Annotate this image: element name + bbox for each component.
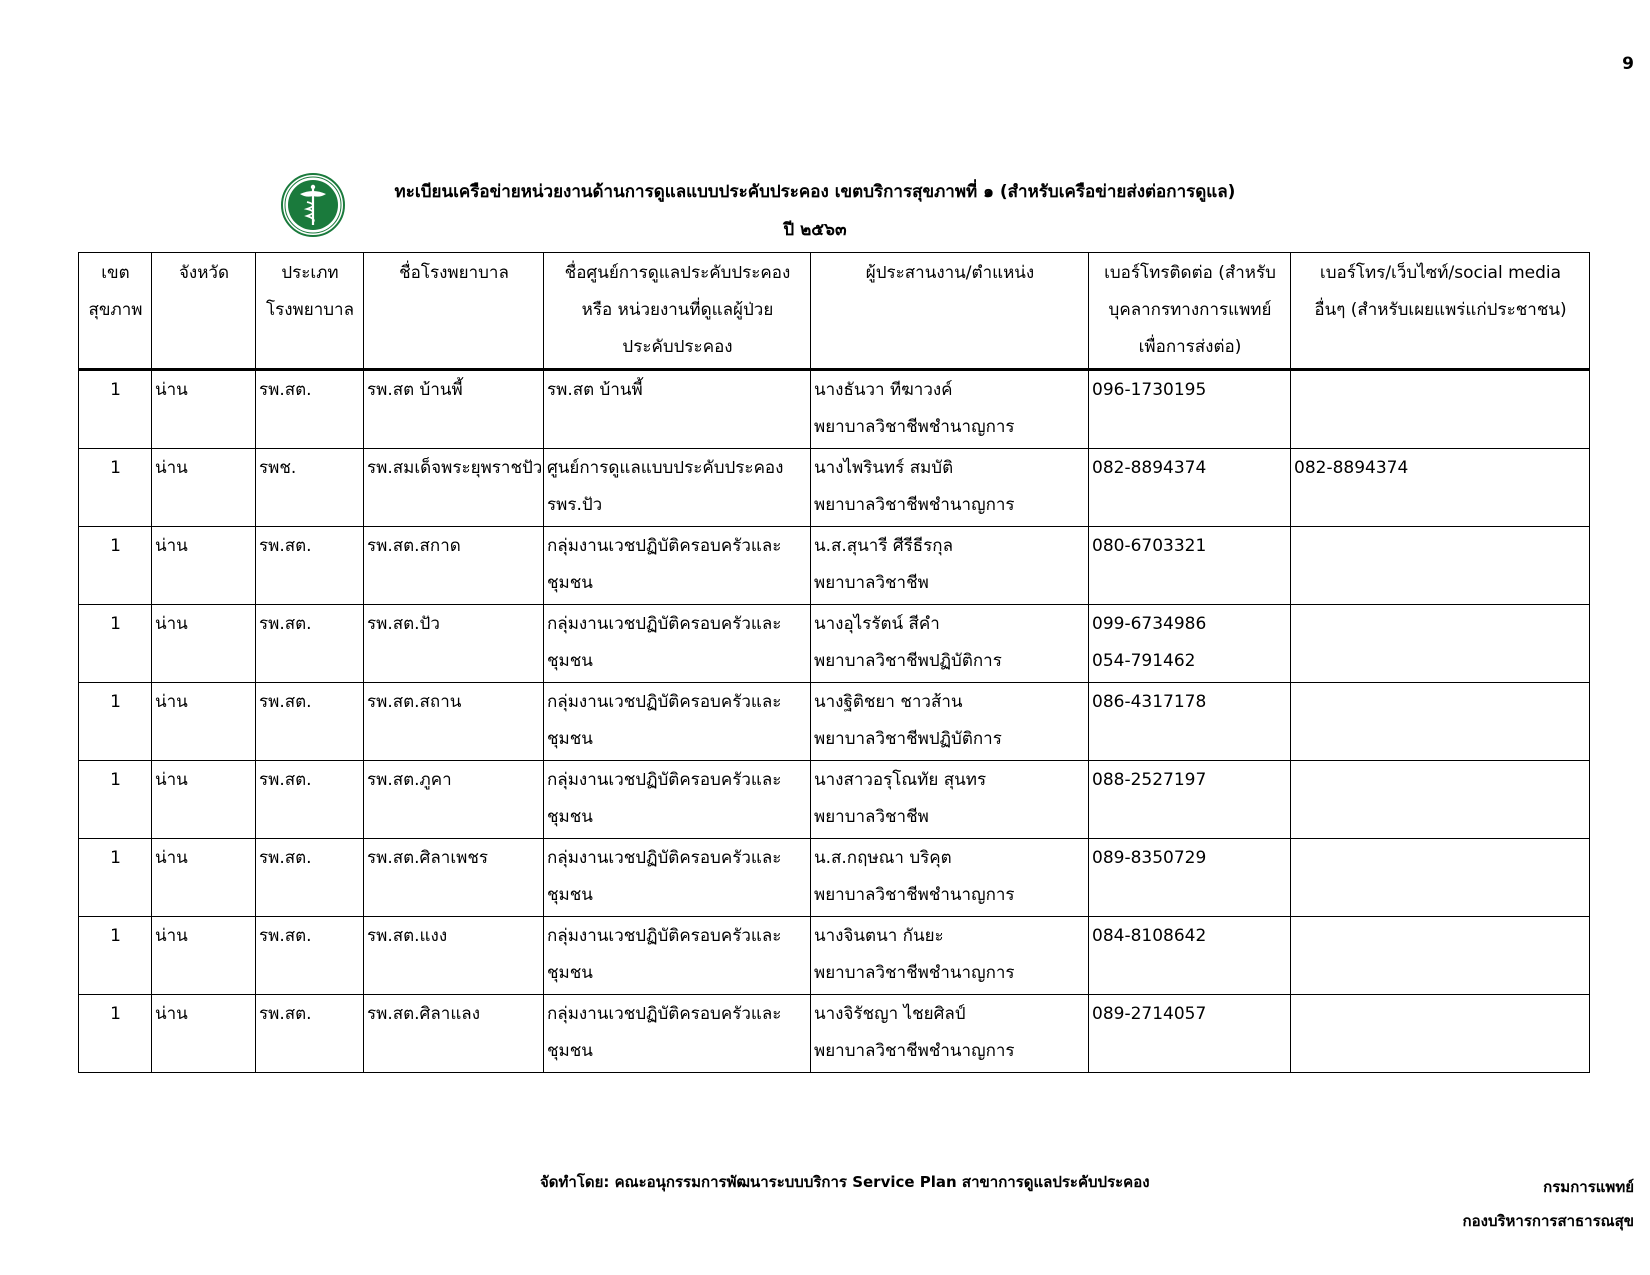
table-row (79, 761, 1590, 839)
header-text: ประเภท (281, 263, 339, 283)
cell-public: 082-8894374 (1291, 449, 1590, 527)
cell-coordinator (811, 839, 1089, 917)
cell-coordinator (811, 683, 1089, 761)
cell-coordinator (811, 995, 1089, 1073)
cell-hospital: รพ.สต บ้านพี้ (364, 370, 544, 449)
cell-text: พยาบาลวิชาชีพชำนาญการ (814, 417, 1015, 437)
table-row (79, 683, 1590, 761)
table-row (79, 370, 1590, 449)
cell-type: รพ.สต. (256, 995, 364, 1073)
cell-zone: 1 (79, 761, 152, 839)
cell-type: รพ.สต. (256, 839, 364, 917)
cell-text: ชุมชน (547, 807, 593, 827)
cell-unit (544, 605, 811, 683)
cell-text: นางอุไรรัตน์ สีคำ (814, 614, 940, 634)
cell-text: นางจิรัชญา ไชยศิลป์ (814, 1004, 966, 1024)
cell-zone: 1 (79, 683, 152, 761)
footer-credit: จัดทำโดย: คณะอนุกรรมการพัฒนาระบบบริการ Service Plan สาขาการดูแลประคับประคอง (540, 1173, 1150, 1191)
cell-text: นางฐิติชยา ชาวส้าน (814, 692, 963, 712)
header-text: เบอร์โทรติดต่อ (สำหรับ (1104, 263, 1276, 283)
header-text: ชื่อศูนย์การดูแลประคับประคอง (564, 263, 791, 283)
header-text: ผู้ประสานงาน/ตำแหน่ง (865, 263, 1035, 283)
cell-text: พยาบาลวิชาชีพ (814, 807, 929, 827)
cell-coordinator (811, 370, 1089, 449)
cell-text: พยาบาลวิชาชีพปฏิบัติการ (814, 729, 1002, 749)
cell-zone: 1 (79, 995, 152, 1073)
header-hospital-type (256, 253, 364, 370)
cell-unit (544, 370, 811, 449)
cell-text: กลุ่มงานเวชปฏิบัติครอบครัวและ (547, 848, 782, 868)
header-text: จังหวัด (178, 263, 230, 283)
ministry-seal-icon (280, 172, 346, 238)
cell-text: พยาบาลวิชาชีพชำนาญการ (814, 963, 1015, 983)
cell-text: 099-6734986 (1092, 614, 1207, 634)
cell-text: นางจินตนา กันยะ (814, 926, 944, 946)
header-text: หรือ หน่วยงานที่ดูแลผู้ป่วย (581, 300, 774, 320)
cell-province: น่าน (152, 683, 256, 761)
footer-dept-line2: กองบริหารการสาธารณสุข (1462, 1212, 1634, 1230)
table-row (79, 605, 1590, 683)
table-header-row (79, 253, 1590, 370)
header-province (152, 253, 256, 370)
cell-zone: 1 (79, 605, 152, 683)
header-text: อื่นๆ (สำหรับเผยแพร่แก่ประชาชน) (1314, 300, 1567, 320)
cell-zone: 1 (79, 527, 152, 605)
cell-text: 082-8894374 (1092, 458, 1207, 478)
cell-text: ศูนย์การดูแลแบบประคับประคอง (547, 458, 784, 478)
cell-public (1291, 917, 1590, 995)
cell-public (1291, 527, 1590, 605)
document-title: ทะเบียนเครือข่ายหน่วยงานด้านการดูแลแบบประคับประคอง เขตบริการสุขภาพที่ ๑ (สำหรับเครือข่ายส่งต่อการดูแล) (394, 182, 1236, 202)
header-text: เพื่อการส่งต่อ) (1138, 337, 1242, 357)
cell-public (1291, 683, 1590, 761)
cell-text: 096-1730195 (1092, 380, 1207, 400)
cell-coordinator (811, 917, 1089, 995)
cell-text: พยาบาลวิชาชีพ (814, 573, 929, 593)
cell-phone (1089, 995, 1291, 1073)
header-text: โรงพยาบาล (265, 300, 355, 320)
cell-province: น่าน (152, 995, 256, 1073)
cell-text: นางธันวา ทีฆาวงค์ (814, 380, 953, 400)
cell-phone (1089, 605, 1291, 683)
cell-province: น่าน (152, 917, 256, 995)
cell-province: น่าน (152, 761, 256, 839)
cell-province: น่าน (152, 527, 256, 605)
cell-coordinator (811, 527, 1089, 605)
cell-text: 089-8350729 (1092, 848, 1207, 868)
cell-unit (544, 761, 811, 839)
header-care-unit (544, 253, 811, 370)
header-text: ประคับประคอง (622, 337, 733, 357)
cell-zone: 1 (79, 370, 152, 449)
header-coordinator (811, 253, 1089, 370)
cell-text: ชุมชน (547, 573, 593, 593)
cell-unit (544, 839, 811, 917)
cell-unit (544, 917, 811, 995)
network-registry-table (78, 252, 1590, 1073)
cell-public (1291, 995, 1590, 1073)
cell-text: ชุมชน (547, 1041, 593, 1061)
cell-text: 080-6703321 (1092, 536, 1207, 556)
cell-text: 086-4317178 (1092, 692, 1207, 712)
document-year: ปี ๒๕๖๓ (783, 220, 847, 240)
table-row (79, 527, 1590, 605)
cell-hospital: รพ.สมเด็จพระยุพราชปัว (364, 449, 544, 527)
cell-public (1291, 839, 1590, 917)
cell-hospital: รพ.สต.ศิลาแลง (364, 995, 544, 1073)
cell-text: ชุมชน (547, 651, 593, 671)
cell-province: น่าน (152, 839, 256, 917)
cell-unit (544, 995, 811, 1073)
cell-coordinator (811, 605, 1089, 683)
cell-text: กลุ่มงานเวชปฏิบัติครอบครัวและ (547, 1004, 782, 1024)
cell-text: ชุมชน (547, 729, 593, 749)
cell-type: รพ.สต. (256, 527, 364, 605)
table-row (79, 995, 1590, 1073)
cell-type: รพ.สต. (256, 917, 364, 995)
header-public-contact (1291, 253, 1590, 370)
cell-text: กลุ่มงานเวชปฏิบัติครอบครัวและ (547, 770, 782, 790)
cell-text: พยาบาลวิชาชีพชำนาญการ (814, 885, 1015, 905)
header-text: ชื่อโรงพยาบาล (399, 263, 509, 283)
cell-text: กลุ่มงานเวชปฏิบัติครอบครัวและ (547, 614, 782, 634)
header-zone (79, 253, 152, 370)
cell-text: น.ส.กฤษณา บริคุต (814, 848, 952, 868)
cell-phone (1089, 683, 1291, 761)
header-referral-phone (1089, 253, 1291, 370)
cell-text: 084-8108642 (1092, 926, 1207, 946)
cell-phone (1089, 917, 1291, 995)
header-text: เขต (101, 263, 130, 283)
cell-text: ชุมชน (547, 885, 593, 905)
cell-text: ชุมชน (547, 963, 593, 983)
cell-public (1291, 605, 1590, 683)
cell-phone (1089, 370, 1291, 449)
cell-phone (1089, 449, 1291, 527)
cell-type: รพ.สต. (256, 605, 364, 683)
cell-hospital: รพ.สต.ปัว (364, 605, 544, 683)
cell-text: พยาบาลวิชาชีพชำนาญการ (814, 495, 1015, 515)
cell-type: รพช. (256, 449, 364, 527)
header-text: บุคลากรทางการแพทย์ (1108, 300, 1272, 320)
header-text: เบอร์โทร/เว็บไซท์/social media (1319, 263, 1562, 283)
cell-zone: 1 (79, 917, 152, 995)
footer-department (1463, 1170, 1634, 1238)
cell-text: รพ.สต บ้านพี้ (547, 380, 643, 400)
cell-text: กลุ่มงานเวชปฏิบัติครอบครัวและ (547, 536, 782, 556)
cell-province: น่าน (152, 449, 256, 527)
cell-text: นางไพรินทร์ สมบัติ (814, 458, 954, 478)
cell-province: น่าน (152, 370, 256, 449)
header-hospital-name (364, 253, 544, 370)
cell-text: กลุ่มงานเวชปฏิบัติครอบครัวและ (547, 926, 782, 946)
cell-coordinator (811, 449, 1089, 527)
cell-type: รพ.สต. (256, 683, 364, 761)
cell-text: พยาบาลวิชาชีพปฏิบัติการ (814, 651, 1002, 671)
table-row (79, 839, 1590, 917)
cell-type: รพ.สต. (256, 761, 364, 839)
table-body (79, 370, 1590, 1073)
cell-public (1291, 370, 1590, 449)
cell-phone (1089, 761, 1291, 839)
cell-text: พยาบาลวิชาชีพชำนาญการ (814, 1041, 1015, 1061)
cell-text: นางสาวอรุโณทัย สุนทร (814, 770, 987, 790)
cell-text: น.ส.สุนารี ศีรีธีรกุล (814, 536, 954, 556)
cell-zone: 1 (79, 839, 152, 917)
cell-hospital: รพ.สต.ศิลาเพชร (364, 839, 544, 917)
header-text: สุขภาพ (88, 300, 143, 320)
cell-hospital: รพ.สต.ภูคา (364, 761, 544, 839)
cell-zone: 1 (79, 449, 152, 527)
cell-public (1291, 761, 1590, 839)
cell-hospital: รพ.สต.สกาด (364, 527, 544, 605)
table-row (79, 449, 1590, 527)
cell-text: 088-2527197 (1092, 770, 1207, 790)
footer-dept-line1: กรมการแพทย์ (1543, 1178, 1634, 1196)
page-number: 9 (1622, 54, 1634, 74)
cell-type: รพ.สต. (256, 370, 364, 449)
cell-text: กลุ่มงานเวชปฏิบัติครอบครัวและ (547, 692, 782, 712)
cell-phone (1089, 839, 1291, 917)
cell-unit (544, 527, 811, 605)
cell-text: 089-2714057 (1092, 1004, 1207, 1024)
cell-unit (544, 449, 811, 527)
cell-hospital: รพ.สต.สถาน (364, 683, 544, 761)
cell-unit (544, 683, 811, 761)
cell-hospital: รพ.สต.แงง (364, 917, 544, 995)
cell-coordinator (811, 761, 1089, 839)
table-row (79, 917, 1590, 995)
cell-text: 054-791462 (1092, 651, 1196, 671)
cell-phone (1089, 527, 1291, 605)
cell-province: น่าน (152, 605, 256, 683)
cell-text: รพร.ปัว (547, 495, 603, 515)
